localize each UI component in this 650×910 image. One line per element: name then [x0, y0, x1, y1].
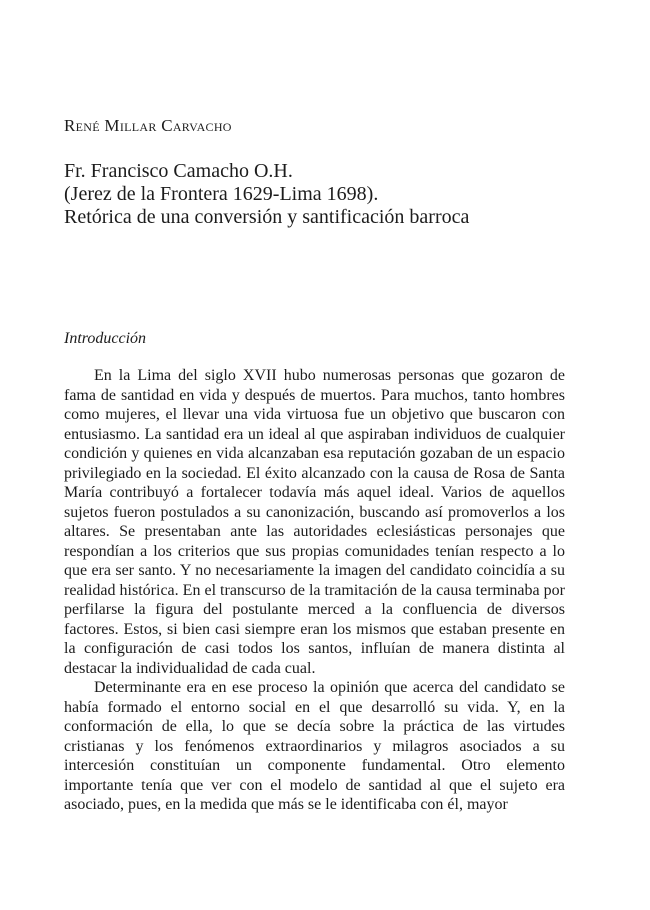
section-heading: Introducción: [64, 330, 147, 347]
title-line: Fr. Francisco Camacho O.H.: [64, 160, 293, 182]
body-paragraph: Determinante era en ese proceso la opinión que acerca del candidato se había formado el entorno social en el que desarrolló su vida. Y, en la conformación de ella, lo que se decía sobre la práctica de las virtudes cristianas y los fenómenos extraordinarios y milagros asociados a su intercesión constituían un componente fundamental. Otro elemento importante tenía que ver con el modelo de santidad al que el sujeto era asociado, pues, en la medida que más se le identificaba con él, mayor: [64, 679, 565, 813]
title-line: (Jerez de la Frontera 1629-Lima 1698).: [64, 183, 379, 205]
title-line: Retórica de una conversión y santificación barroca: [64, 206, 470, 228]
article-body: [64, 366, 565, 815]
article-title: [64, 160, 584, 229]
body-paragraph: En la Lima del siglo XVII hubo numerosas personas que gozaron de fama de santidad en vida y después de muertos. Para muchos, tanto hombres como mujeres, el llevar una vida virtuosa fue un objetivo que buscaron con entusiasmo. La santidad era un ideal al que aspiraban individuos de cualquier condición y quienes en vida alcanzaban esa reputación gozaban de un espacio privilegiado en la sociedad. El éxito alcanzado con la causa de Rosa de Santa María contribuyó a fortalecer todavía más aquel ideal. Varios de aquellos sujetos fueron postulados a su canonización, buscando así promoverlos a los altares. Se presentaban ante las autoridades eclesiásticas personajes que respondían a los criterios que sus propias comunidades tenían respecto a lo que era ser santo. Y no necesariamente la imagen del candidato coincidía a su realidad histórica. En el transcurso de la tramitación de la causa terminaba por perfilarse la figura del postulante merced a la confluencia de diversos factores. Estos, si bien casi siempre eran los mismos que estaban presente en la configuración de casi todos los santos, influían de manera distinta al destacar la individualidad de cada cual.: [64, 367, 565, 677]
author-name: René Millar Carvacho: [64, 116, 232, 135]
